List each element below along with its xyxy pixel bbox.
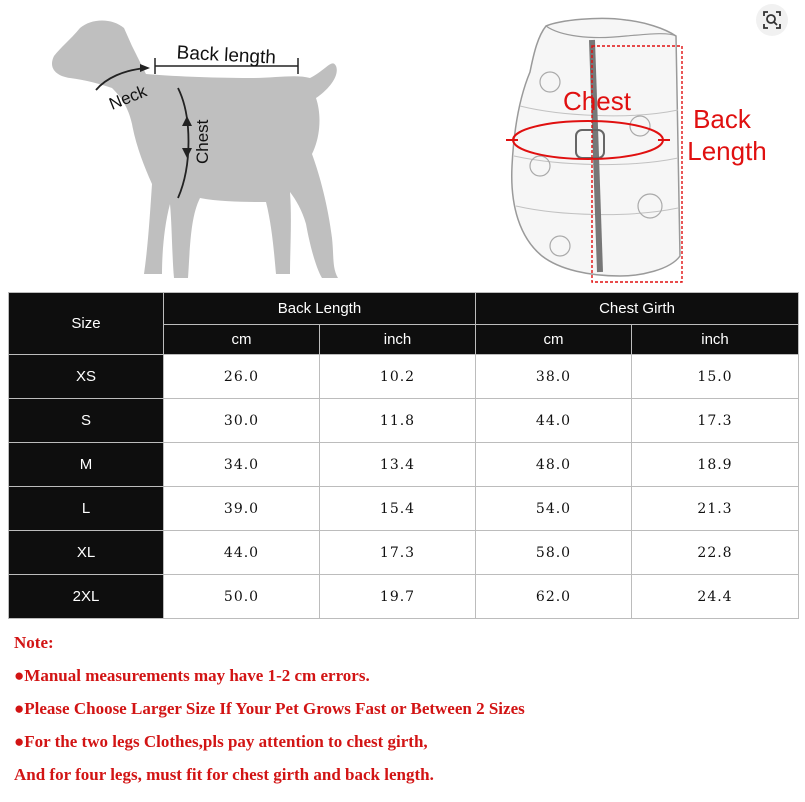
back-length-inch-cell: 19.7 [320,575,476,619]
size-cell: M [9,443,164,487]
unit-header: cm [476,325,632,355]
table-row [9,487,799,531]
vest-back-label: Back [693,104,751,134]
back-length-cm-cell: 50.0 [164,575,320,619]
size-cell: 2XL [9,575,164,619]
unit-header: cm [164,325,320,355]
neck-label: Neck [106,81,150,114]
chest-girth-cm-cell: 62.0 [476,575,632,619]
note-line: ●Manual measurements may have 1-2 cm errors. [14,666,370,685]
back-length-inch-cell: 15.4 [320,487,476,531]
chest-girth-inch-cell: 22.8 [632,531,799,575]
chest-girth-group-header: Chest Girth [476,293,799,325]
size-cell: S [9,399,164,443]
chest-girth-cm-cell: 38.0 [476,355,632,399]
unit-header: inch [320,325,476,355]
note-line: ●Please Choose Larger Size If Your Pet Grows Fast or Between 2 Sizes [14,699,525,718]
back-length-inch-cell: 17.3 [320,531,476,575]
vest-illustration [512,18,680,276]
back-length-cm-cell: 44.0 [164,531,320,575]
back-length-inch-cell: 10.2 [320,355,476,399]
chest-girth-inch-cell: 15.0 [632,355,799,399]
neck-arrowhead [140,64,150,72]
chest-girth-inch-cell: 24.4 [632,575,799,619]
vest-length-label: Length [687,136,767,166]
back-length-inch-cell: 13.4 [320,443,476,487]
chest-girth-inch-cell: 18.9 [632,443,799,487]
size-chart-table [8,292,799,619]
back-length-inch-cell: 11.8 [320,399,476,443]
table-row [9,355,799,399]
note-line: ●For the two legs Clothes,pls pay attention to chest girth, [14,732,428,751]
back-length-cm-cell: 30.0 [164,399,320,443]
dog-measurement-diagram [40,6,360,288]
vest-chest-label: Chest [563,86,631,116]
vest-measurement-diagram [500,6,780,288]
back-length-cm-cell: 34.0 [164,443,320,487]
chest-girth-cm-cell: 48.0 [476,443,632,487]
table-row [9,531,799,575]
back-length-label: Back length [176,42,277,69]
table-row [9,575,799,619]
back-length-group-header: Back Length [164,293,476,325]
chest-girth-cm-cell: 58.0 [476,531,632,575]
table-row [9,399,799,443]
chest-label: Chest [193,119,212,164]
chest-girth-cm-cell: 44.0 [476,399,632,443]
note-line: And for four legs, must fit for chest girth and back length. [14,765,434,784]
chest-girth-cm-cell: 54.0 [476,487,632,531]
size-column-header: Size [9,293,164,355]
size-cell: XL [9,531,164,575]
size-cell: XS [9,355,164,399]
unit-header: inch [632,325,799,355]
notes-section [14,632,794,797]
table-row [9,443,799,487]
size-cell: L [9,487,164,531]
back-length-cm-cell: 39.0 [164,487,320,531]
back-length-cm-cell: 26.0 [164,355,320,399]
chest-girth-inch-cell: 21.3 [632,487,799,531]
notes-title: Note: [14,633,54,652]
chest-girth-inch-cell: 17.3 [632,399,799,443]
